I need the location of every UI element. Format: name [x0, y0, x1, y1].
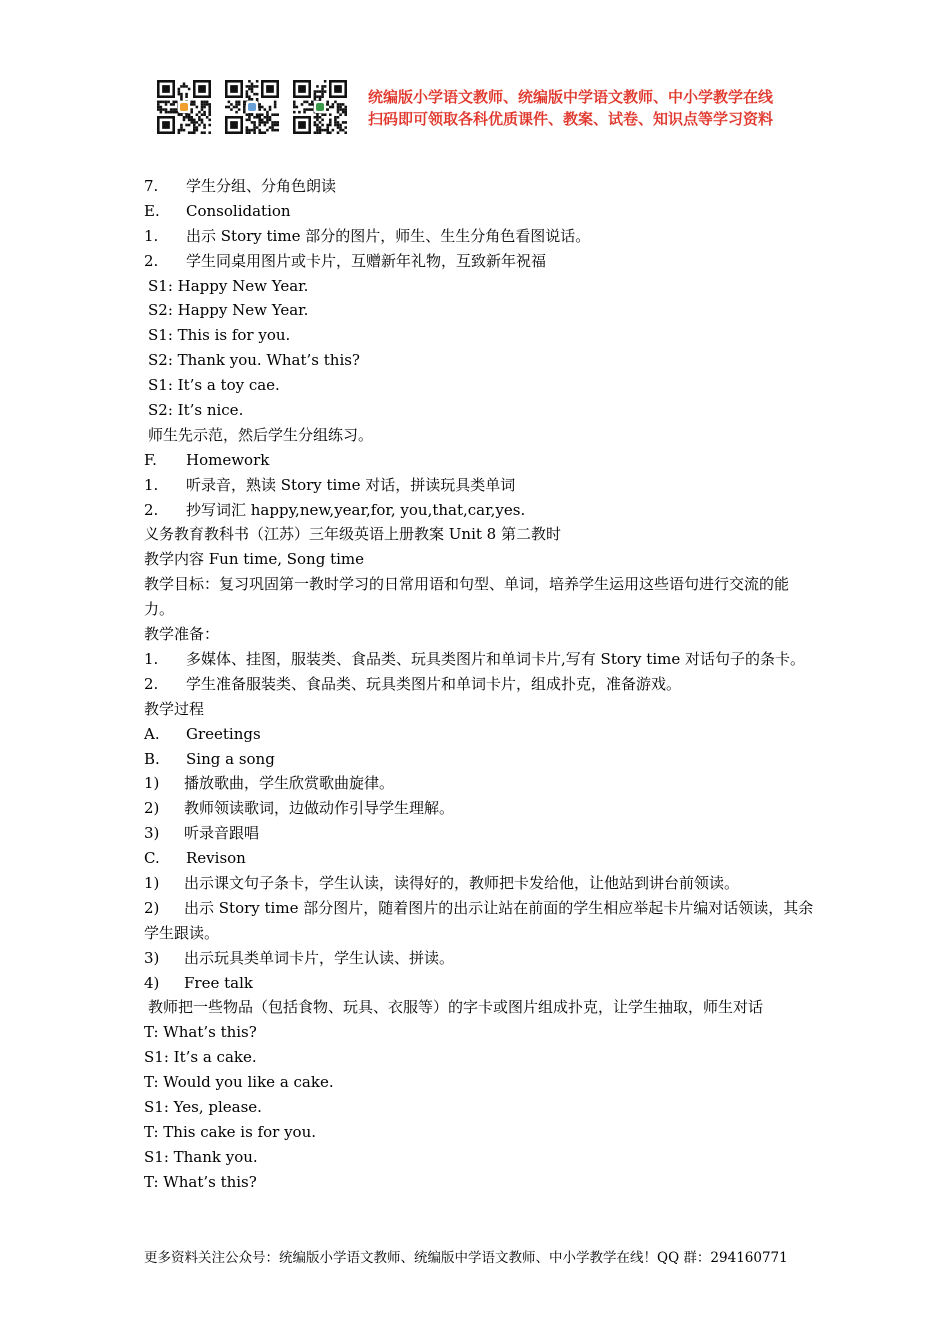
line-text: Sing a song	[186, 749, 275, 768]
text-line	[144, 995, 816, 1020]
lesson-plan-body	[144, 174, 816, 1195]
line-marker: 4)	[144, 973, 160, 992]
text-line	[144, 821, 816, 846]
line-marker: C.	[144, 849, 160, 868]
line-text: Greetings	[186, 724, 261, 743]
text-line	[144, 298, 816, 323]
text-line	[144, 1045, 816, 1070]
line-marker: 2.	[144, 251, 159, 270]
qr-code-icon	[157, 80, 211, 134]
text-line	[144, 1020, 816, 1045]
text-line	[144, 373, 816, 398]
line-text: Consolidation	[186, 201, 291, 220]
qr-code-icon	[293, 80, 347, 134]
line-marker: 1)	[144, 774, 160, 793]
line-text: T: This cake is for you.	[144, 1122, 317, 1141]
line-text: 出示玩具类单词卡片，学生认读、拼读。	[184, 948, 455, 967]
text-line	[144, 896, 816, 946]
promo-header	[157, 80, 807, 138]
line-text: 听录音跟唱	[184, 824, 260, 843]
line-text: 听录音，熟读 Story time 对话，拼读玩具类单词	[186, 475, 516, 494]
line-text: 学生分组、分角色朗读	[186, 177, 337, 195]
line-marker: B.	[144, 749, 160, 768]
line-text: S2: Happy New Year.	[148, 301, 309, 320]
line-text: 义务教育教科书（江苏）三年级英语上册教案 Unit 8 第二教时	[144, 525, 561, 544]
text-line	[144, 697, 816, 722]
text-line	[144, 846, 816, 871]
text-line	[144, 224, 816, 249]
text-line	[144, 647, 816, 672]
promo-line-1: 统编版小学语文教师、统编版中学语文教师、中小学教学在线	[368, 88, 774, 106]
text-line	[144, 448, 816, 473]
text-line	[144, 522, 816, 547]
text-line	[144, 572, 816, 622]
line-marker: 7.	[144, 177, 159, 195]
line-text: S1: This is for you.	[148, 326, 291, 345]
line-text: Free talk	[184, 973, 253, 992]
qr-code-icon	[225, 80, 279, 134]
line-text: 学生准备服装类、食品类、玩具类图片和单词卡片，组成扑克，准备游戏。	[186, 674, 682, 693]
line-text: Revison	[186, 849, 246, 868]
line-marker: 1.	[144, 475, 159, 494]
line-text: 出示 Story time 部分的图片，师生、生生分角色看图说话。	[186, 226, 591, 245]
line-text: 多媒体、挂图，服装类、食品类、玩具类图片和单词卡片,写有 Story time 对话句子的条卡。	[186, 649, 805, 668]
text-line	[144, 174, 816, 199]
line-marker: 1.	[144, 226, 159, 245]
line-text: T: What’s this?	[144, 1023, 257, 1042]
line-text: 学生同桌用图片或卡片，互赠新年礼物，互致新年祝福	[186, 251, 547, 270]
text-line	[144, 946, 816, 971]
line-text: S1: Thank you.	[144, 1147, 258, 1166]
line-text: S1: It’s a toy cae.	[148, 376, 280, 395]
text-line	[144, 672, 816, 697]
line-text: 师生先示范，然后学生分组练习。	[148, 425, 374, 444]
promo-line-2: 扫码即可领取各科优质课件、教案、试卷、知识点等学习资料	[368, 110, 774, 128]
line-text: S2: It’s nice.	[148, 401, 244, 420]
line-marker: 2.	[144, 674, 159, 693]
text-line	[144, 423, 816, 448]
line-text: 教师领读歌词，边做动作引导学生理解。	[184, 799, 455, 818]
line-text: 抄写词汇 happy,new,year,for, you,that,car,yes.	[186, 500, 526, 519]
text-line	[144, 398, 816, 423]
line-text: S1: Happy New Year.	[148, 276, 309, 295]
text-line	[144, 1170, 816, 1195]
line-marker: 2)	[144, 898, 160, 917]
text-line	[144, 323, 816, 348]
line-text: 教学内容 Fun time, Song time	[144, 550, 364, 569]
line-marker: 3)	[144, 948, 160, 967]
line-text: T: What’s this?	[144, 1172, 257, 1191]
line-text: 教学准备：	[144, 625, 220, 644]
line-marker: 1)	[144, 873, 160, 892]
line-text: 教学目标：复习巩固第一教时学习的日常用语和句型、单词，培养学生运用这些语句进行交流的能力。	[144, 575, 790, 619]
line-text: 出示课文句子条卡，学生认读，读得好的，教师把卡发给他，让他站到讲台前领读。	[184, 873, 740, 892]
text-line	[144, 796, 816, 821]
text-line	[144, 1095, 816, 1120]
line-marker: A.	[144, 724, 160, 743]
line-marker: 2.	[144, 500, 159, 519]
text-line	[144, 249, 816, 274]
line-text: 播放歌曲，学生欣赏歌曲旋律。	[184, 774, 395, 793]
text-line	[144, 1070, 816, 1095]
line-marker: 2)	[144, 799, 160, 818]
footer-note: 更多资料关注公众号：统编版小学语文教师、统编版中学语文教师、中小学教学在线！QQ 群：294160771	[144, 1250, 788, 1266]
line-marker: F.	[144, 450, 157, 469]
line-marker: 1.	[144, 649, 159, 668]
text-line	[144, 1120, 816, 1145]
line-text: T: Would you like a cake.	[144, 1073, 334, 1092]
text-line	[144, 771, 816, 796]
text-line	[144, 199, 816, 224]
text-line	[144, 498, 816, 523]
text-line	[144, 547, 816, 572]
line-text: 教师把一些物品（包括食物、玩具、衣服等）的字卡或图片组成扑克，让学生抽取，师生对话	[148, 998, 764, 1017]
line-text: 出示 Story time 部分图片，随着图片的出示让站在前面的学生相应举起卡片编对话领读，其余学生跟读。	[144, 898, 814, 942]
text-line	[144, 473, 816, 498]
line-text: 教学过程	[144, 699, 205, 718]
text-line	[144, 348, 816, 373]
text-line	[144, 722, 816, 747]
promo-text	[368, 86, 773, 130]
line-text: Homework	[186, 450, 270, 469]
text-line	[144, 871, 816, 896]
text-line	[144, 747, 816, 772]
text-line	[144, 274, 816, 299]
line-text: S1: Yes, please.	[144, 1098, 262, 1117]
text-line	[144, 971, 816, 996]
line-text: S1: It’s a cake.	[144, 1048, 257, 1067]
text-line	[144, 1145, 816, 1170]
line-marker: 3)	[144, 824, 160, 843]
text-line	[144, 622, 816, 647]
line-text: S2: Thank you. What’s this?	[148, 351, 360, 370]
line-marker: E.	[144, 201, 160, 220]
